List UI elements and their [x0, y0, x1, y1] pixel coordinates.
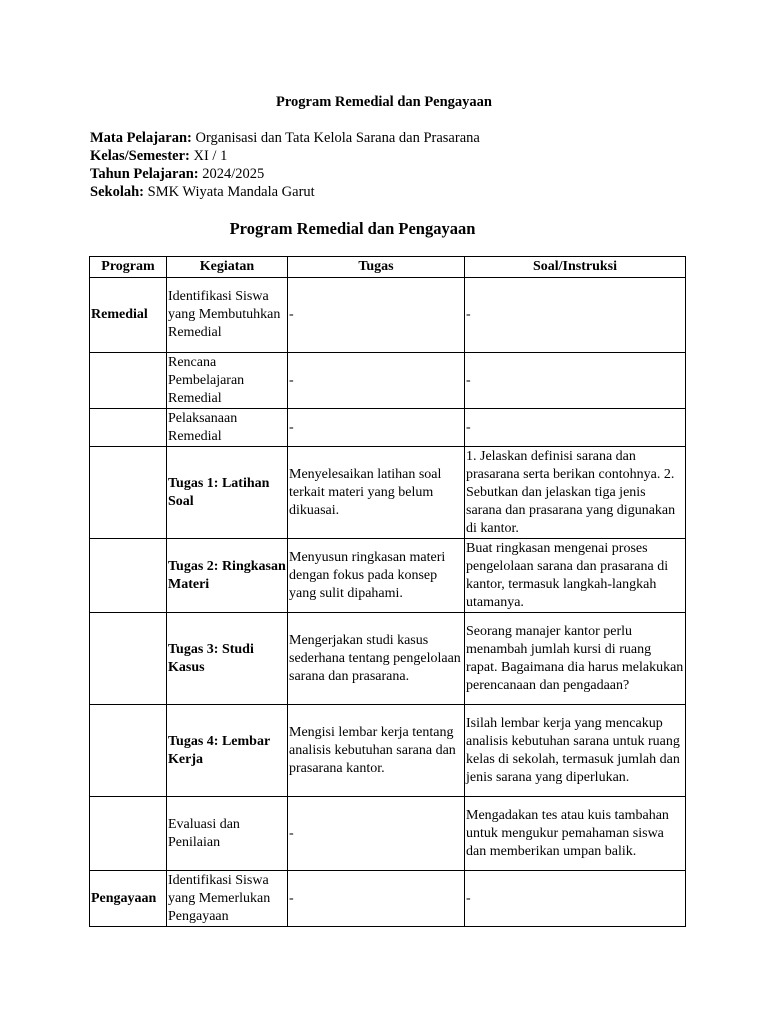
table-row	[90, 705, 686, 797]
table-row	[90, 409, 686, 447]
document-title: Program Remedial dan Pengayaan	[275, 94, 492, 110]
meta-label: Sekolah:	[90, 184, 144, 200]
cell-tugas: Mengerjakan studi kasus sederhana tentang pengelolaan sarana dan prasarana.	[288, 613, 465, 705]
meta-label: Tahun Pelajaran:	[90, 166, 199, 182]
header-tugas: Tugas	[288, 257, 465, 278]
table-row	[90, 447, 686, 539]
cell-kegiatan: Identifikasi Siswa yang Membutuhkan Remedial	[167, 278, 288, 353]
cell-program	[90, 705, 167, 797]
cell-program	[90, 353, 167, 409]
meta-class-semester	[90, 147, 480, 165]
table-row	[90, 539, 686, 613]
cell-tugas: Mengisi lembar kerja tentang analisis kebutuhan sarana dan prasarana kantor.	[288, 705, 465, 797]
cell-kegiatan: Tugas 2: Ringkasan Materi	[167, 539, 288, 613]
cell-tugas: -	[288, 278, 465, 353]
cell-program	[90, 797, 167, 871]
cell-program	[90, 613, 167, 705]
cell-kegiatan: Identifikasi Siswa yang Memerlukan Pengayaan	[167, 871, 288, 927]
cell-kegiatan: Tugas 1: Latihan Soal	[167, 447, 288, 539]
table-row	[90, 797, 686, 871]
cell-tugas: -	[288, 871, 465, 927]
cell-tugas: -	[288, 409, 465, 447]
cell-program: Remedial	[90, 278, 167, 353]
cell-soal: -	[465, 409, 686, 447]
header-kegiatan: Kegiatan	[167, 257, 288, 278]
cell-soal: -	[465, 871, 686, 927]
cell-soal: Buat ringkasan mengenai proses pengelolaan sarana dan prasarana di kantor, termasuk langkah-langkah utamanya.	[465, 539, 686, 613]
header-program: Program	[90, 257, 167, 278]
cell-kegiatan: Pelaksanaan Remedial	[167, 409, 288, 447]
cell-soal: Seorang manajer kantor perlu menambah jumlah kursi di ruang rapat. Bagaimana dia harus melakukan perencanaan dan pengadaan?	[465, 613, 686, 705]
table-row	[90, 278, 686, 353]
meta-value: 2024/2025	[202, 166, 265, 182]
meta-label: Kelas/Semester:	[90, 148, 190, 164]
meta-value: XI / 1	[193, 148, 228, 164]
program-table	[89, 256, 686, 927]
section-title: Program Remedial dan Pengayaan	[229, 219, 476, 238]
cell-tugas: -	[288, 797, 465, 871]
cell-kegiatan: Tugas 4: Lembar Kerja	[167, 705, 288, 797]
cell-tugas: Menyelesaikan latihan soal terkait materi yang belum dikuasai.	[288, 447, 465, 539]
cell-program	[90, 539, 167, 613]
cell-kegiatan: Evaluasi dan Penilaian	[167, 797, 288, 871]
meta-school	[90, 183, 480, 201]
meta-subject	[90, 129, 480, 147]
meta-value: SMK Wiyata Mandala Garut	[147, 184, 315, 200]
table-row	[90, 871, 686, 927]
cell-soal: -	[465, 353, 686, 409]
cell-kegiatan: Rencana Pembelajaran Remedial	[167, 353, 288, 409]
cell-soal: Isilah lembar kerja yang mencakup analisis kebutuhan sarana untuk ruang kelas di sekolah, termasuk jumlah dan jenis sarana yang diperlukan.	[465, 705, 686, 797]
meta-value: Organisasi dan Tata Kelola Sarana dan Prasarana	[195, 130, 480, 146]
cell-soal: 1. Jelaskan definisi sarana dan prasarana serta berikan contohnya. 2. Sebutkan dan jelaskan tiga jenis sarana dan prasarana yang digunakan di kantor.	[465, 447, 686, 539]
table-row	[90, 353, 686, 409]
document-meta	[90, 129, 480, 201]
header-soal: Soal/Instruksi	[465, 257, 686, 278]
cell-soal: -	[465, 278, 686, 353]
cell-program: Pengayaan	[90, 871, 167, 927]
cell-kegiatan: Tugas 3: Studi Kasus	[167, 613, 288, 705]
table-header-row	[90, 257, 686, 278]
meta-label: Mata Pelajaran:	[90, 130, 192, 146]
cell-program	[90, 409, 167, 447]
cell-soal: Mengadakan tes atau kuis tambahan untuk mengukur pemahaman siswa dan memberikan umpan balik.	[465, 797, 686, 871]
table-row	[90, 613, 686, 705]
meta-academic-year	[90, 165, 480, 183]
cell-tugas: -	[288, 353, 465, 409]
cell-program	[90, 447, 167, 539]
cell-tugas: Menyusun ringkasan materi dengan fokus pada konsep yang sulit dipahami.	[288, 539, 465, 613]
